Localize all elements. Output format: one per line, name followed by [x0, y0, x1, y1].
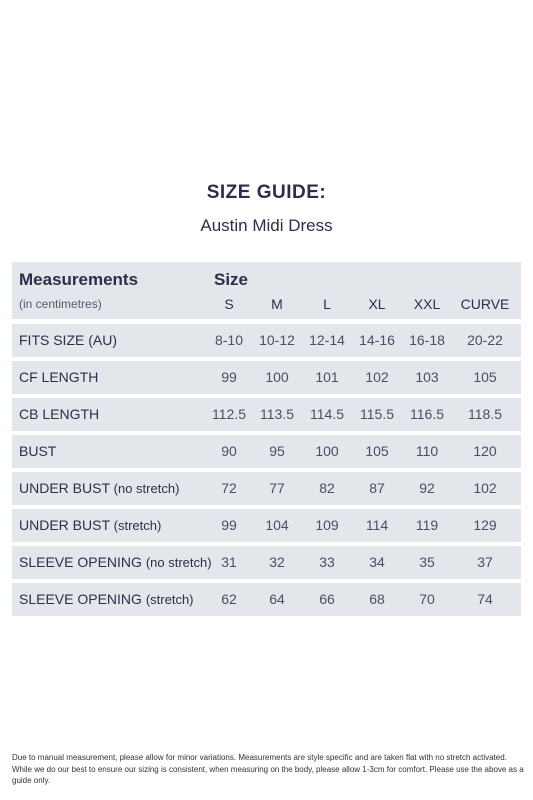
table-cell: 100: [315, 443, 339, 459]
product-name: Austin Midi Dress: [200, 216, 333, 235]
table-row: [12, 546, 521, 579]
table-cell: 31: [221, 554, 237, 570]
row-label-note: (no stretch): [113, 481, 180, 496]
row-label: [19, 361, 98, 394]
table-cell: 62: [221, 591, 237, 607]
table-cell: 34: [369, 554, 385, 570]
table-cell: 129: [473, 517, 497, 533]
row-label-text: CB LENGTH: [19, 406, 100, 422]
row-label-note: (stretch): [145, 592, 194, 607]
table-row: [12, 435, 521, 468]
row-label: [19, 583, 194, 616]
column-header: CURVE: [460, 296, 510, 312]
table-cell: 35: [419, 554, 435, 570]
unit-label: (in centimetres): [19, 297, 102, 311]
table-cell: 12-14: [309, 332, 345, 348]
table-row: [12, 583, 521, 616]
row-label: [19, 324, 117, 357]
size-heading: Size: [214, 270, 249, 289]
row-label-text: UNDER BUST: [19, 517, 110, 533]
table-row: [12, 324, 521, 357]
table-cell: 20-22: [467, 332, 503, 348]
table-cell: 92: [419, 480, 435, 496]
row-label-text: SLEEVE OPENING: [19, 591, 142, 607]
table-cell: 110: [415, 443, 439, 459]
table-cell: 109: [315, 517, 339, 533]
table-cell: 32: [269, 554, 285, 570]
table-cell: 66: [319, 591, 335, 607]
column-header: XXL: [413, 296, 441, 312]
table-row: [12, 509, 521, 542]
table-cell: 16-18: [409, 332, 445, 348]
table-cell: 72: [221, 480, 237, 496]
table-cell: 64: [269, 591, 285, 607]
table-cell: 8-10: [214, 332, 244, 348]
row-label: [19, 509, 161, 542]
table-cell: 114.5: [310, 406, 344, 422]
row-label-note: (no stretch): [145, 555, 212, 570]
table-cell: 113.5: [260, 406, 294, 422]
table-cell: 99: [221, 517, 237, 533]
row-label-text: SLEEVE OPENING: [19, 554, 142, 570]
row-label-text: BUST: [19, 443, 57, 459]
size-table: [12, 262, 521, 620]
table-cell: 105: [473, 369, 497, 385]
column-header: S: [224, 296, 234, 312]
row-label-text: UNDER BUST: [19, 480, 110, 496]
table-cell: 77: [269, 480, 285, 496]
table-cell: 114: [365, 517, 389, 533]
table-cell: 120: [473, 443, 497, 459]
column-header: M: [271, 296, 283, 312]
measurements-heading: Measurements: [19, 270, 139, 289]
table-cell: 105: [365, 443, 389, 459]
disclaimer-footnote: Due to manual measurement, please allow for minor variations. Measurements are style specific and are taken flat with no stretch activated. While we do our best to ensure our sizing is consistent, when measuring on the body, please allow 1-3cm for comfort. Please use the above as a guide only.: [12, 753, 524, 785]
table-cell: 68: [369, 591, 385, 607]
table-cell: 37: [477, 554, 493, 570]
table-cell: 87: [369, 480, 385, 496]
table-row: [12, 361, 521, 394]
table-cell: 101: [315, 369, 339, 385]
table-cell: 33: [319, 554, 335, 570]
table-cell: 104: [265, 517, 289, 533]
column-header: L: [323, 296, 331, 312]
table-cell: 116.5: [410, 406, 444, 422]
table-cell: 99: [221, 369, 237, 385]
table-cell: 118.5: [468, 406, 502, 422]
table-cell: 102: [473, 480, 497, 496]
column-header: XL: [368, 296, 386, 312]
table-cell: 82: [319, 480, 335, 496]
table-cell: 90: [221, 443, 237, 459]
row-label: [19, 398, 99, 431]
row-label: [19, 472, 179, 505]
size-guide-title: SIZE GUIDE:: [206, 182, 327, 203]
table-cell: 102: [365, 369, 389, 385]
table-cell: 14-16: [359, 332, 395, 348]
row-label-text: FITS SIZE (AU): [19, 332, 117, 348]
table-cell: 103: [415, 369, 439, 385]
table-cell: 112.5: [212, 406, 246, 422]
row-label-text: CF LENGTH: [19, 369, 99, 385]
table-cell: 70: [419, 591, 435, 607]
row-label-note: (stretch): [113, 518, 162, 533]
table-cell: 10-12: [259, 332, 295, 348]
table-cell: 74: [477, 591, 493, 607]
table-cell: 115.5: [360, 406, 394, 422]
table-cell: 100: [265, 369, 289, 385]
table-row: [12, 472, 521, 505]
row-label: [19, 546, 212, 579]
row-label: [19, 435, 56, 468]
table-row: [12, 398, 521, 431]
table-cell: 95: [269, 443, 285, 459]
table-cell: 119: [415, 517, 439, 533]
table-header-row: [12, 262, 521, 319]
